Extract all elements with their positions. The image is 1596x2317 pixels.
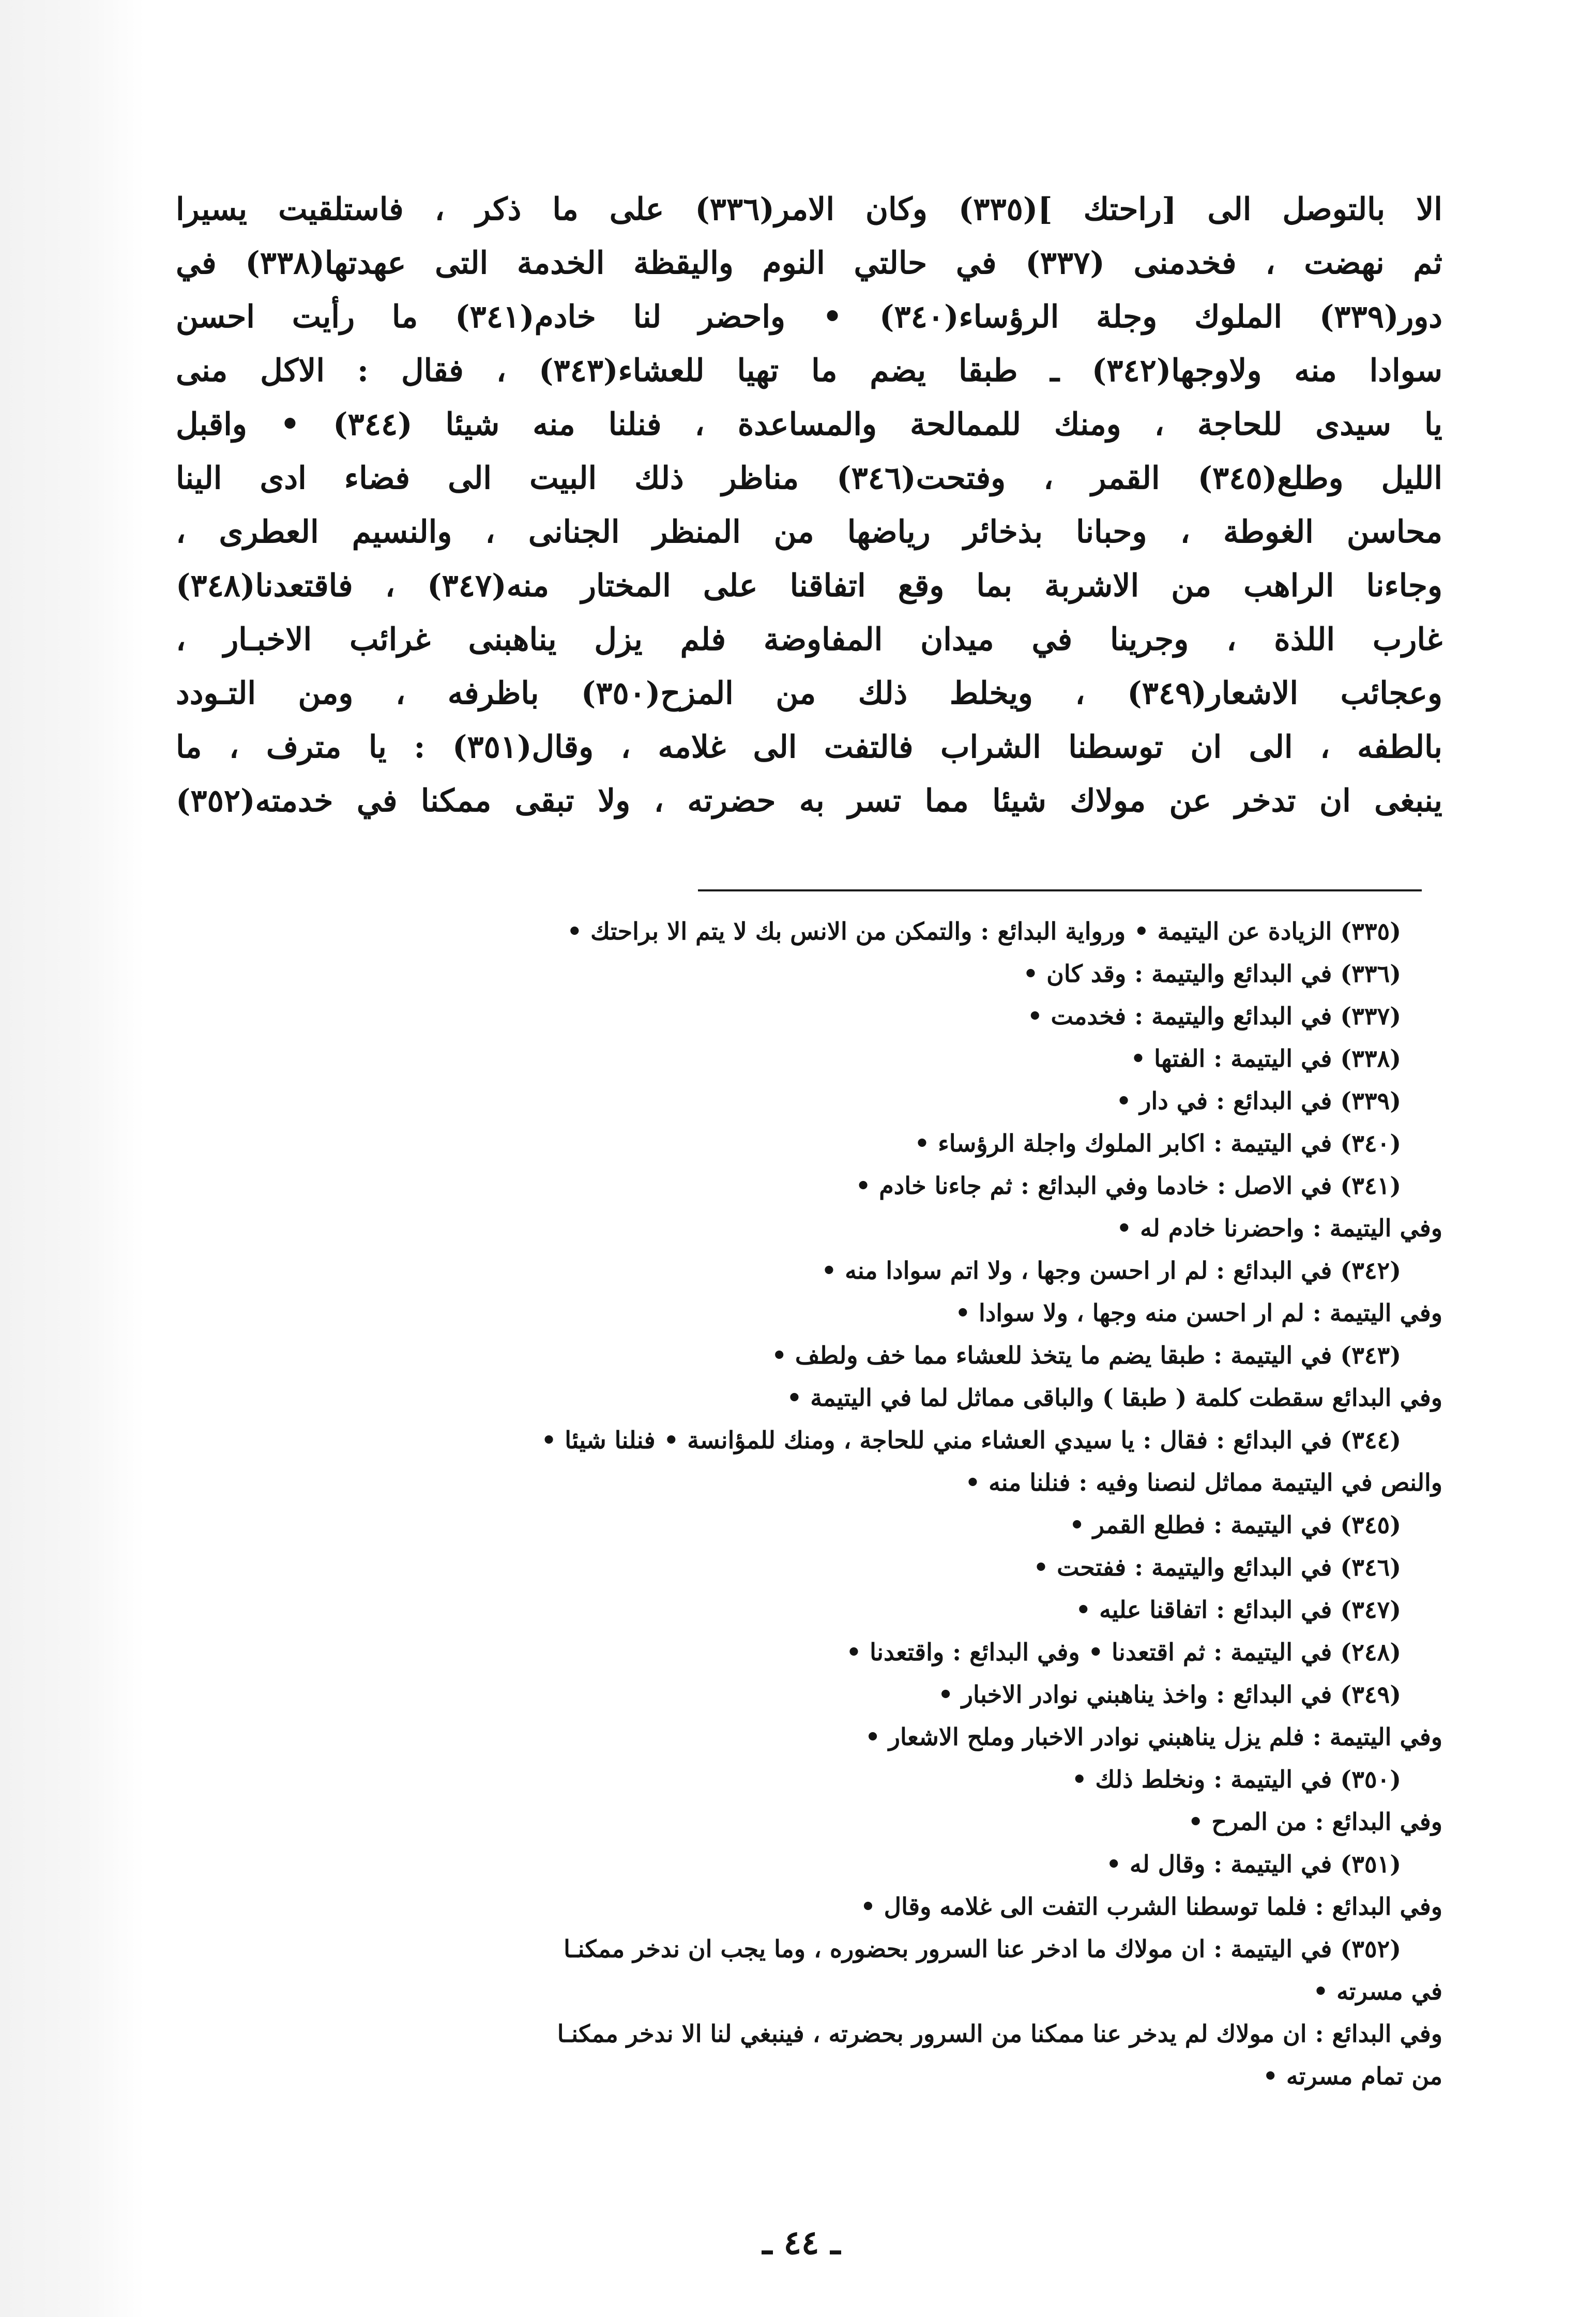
footnote-divider	[698, 889, 1422, 891]
footnote-continuation: وفي البدائع : ان مولاك لم يدخر عنا ممكنا من السرور بحضرته ، فينبغي لنا الا ندخر ممكنـا	[557, 2020, 1442, 2048]
body-line: ينبغى ان تدخر عن مولاك شيئا مما تسر به حضرته ، ولا تبقى ممكنا في خدمته(٣٥٢)	[176, 783, 1442, 819]
body-line: يا سيدى للحاجة ، ومنك للممالحة والمساعدة ، فنلنا منه شيئا (٣٤٤) • واقبل	[176, 406, 1442, 443]
footnote: (٣٤٩) في البدائع : واخذ يناهبني نوادر الاخبار •	[938, 1680, 1401, 1708]
footnote: (٣٥١) في اليتيمة : وقال له •	[1106, 1850, 1401, 1878]
footnote: (٣٣٦) في البدائع واليتيمة : وقد كان •	[1023, 960, 1401, 988]
footnote: (٣٥٢) في اليتيمة : ان مولاك ما ادخر عنا السرور بحضوره ، وما يجب ان ندخر ممكنـا	[564, 1935, 1401, 1963]
body-line: وعجائب الاشعار(٣٤٩) ، ويخلط ذلك من المزح(٣٥٠) باظرفه ، ومن التـودد	[176, 675, 1442, 711]
body-line: غارب اللذة ، وجرينا في ميدان المفاوضة فلم يزل يناهبنى غرائب الاخبـار ،	[176, 622, 1442, 658]
page-number: ـ ٤٤ ـ	[762, 2223, 841, 2262]
footnote-continuation: وفي اليتيمة : واحضرنا خادم له •	[1116, 1214, 1442, 1242]
body-paragraph	[176, 186, 1442, 831]
body-line: سوادا منه ولاوجها(٣٤٢) ـ طبقا يضم ما تهيا للعشاء(٣٤٣) ، فقال : الاكل منى	[176, 353, 1442, 389]
scan-edge-shadow	[0, 0, 145, 2317]
body-line: محاسن الغوطة ، وحبانا بذخائر رياضها من المنظر الجنانى ، والنسيم العطرى ،	[176, 514, 1442, 550]
footnote: (٣٤٦) في البدائع واليتيمة : ففتحت •	[1033, 1553, 1401, 1581]
footnote-continuation: وفي البدائع : من المرح •	[1188, 1808, 1442, 1836]
body-line: ثم نهضت ، فخدمنى (٣٣٧) في حالتي النوم واليقظة الخدمة التى عهدتها(٣٣٨) في	[176, 245, 1443, 281]
footnote-continuation: وفي البدائع سقطت كلمة ( طبقا ) والباقى مماثل لما في اليتيمة •	[786, 1384, 1442, 1412]
body-line: بالطفه ، الى ان توسطنا الشراب فالتفت الى غلامه ، وقال(٣٥١) : يا مترف ، ما	[176, 729, 1442, 765]
footnote-continuation: وفي البدائع : فلما توسطنا الشرب التفت الى غلامه وقال •	[860, 1892, 1442, 1920]
footnote: (٣٣٩) في البدائع : في دار •	[1116, 1087, 1401, 1115]
body-line: الا بالتوصل الى [راحتك ](٣٣٥) وكان الامر(٣٣٦) على ما ذكر ، فاستلقيت يسيرا	[176, 191, 1442, 228]
footnote-continuation: والنص في اليتيمة مماثل لنصنا وفيه : فنلنا منه •	[965, 1468, 1442, 1496]
footnote: (٣٤٢) في البدائع : لم ار احسن وجها ، ولا اتم سوادا منه •	[821, 1256, 1401, 1284]
footnote: (٣٤٥) في اليتيمة : فطلع القمر •	[1069, 1511, 1401, 1539]
footnote: (٣٤٣) في اليتيمة : طبقا يضم ما يتخذ للعشاء مما خف ولطف •	[771, 1341, 1401, 1369]
body-line: الليل وطلع(٣٤٥) القمر ، وفتحت(٣٤٦) مناظر ذلك البيت الى فضاء ادى الينا	[176, 460, 1442, 496]
footnote: (٣٣٥) الزيادة عن اليتيمة • ورواية البدائع : والتمكن من الانس بك لا يتم الا براحتك •	[567, 917, 1401, 945]
body-line: دور(٣٣٩) الملوك وجلة الرؤساء(٣٤٠) • واحضر لنا خادم(٣٤١) ما رأيت احسن	[176, 299, 1442, 335]
footnote-continuation: في مسرته •	[1313, 1977, 1442, 2005]
footnote: (٣٤٠) في اليتيمة : اكابر الملوك واجلة الرؤساء •	[914, 1129, 1401, 1157]
footnote: (٣٣٧) في البدائع واليتيمة : فخدمت •	[1027, 1002, 1401, 1030]
footnote: (٣٤٤) في البدائع : فقال : يا سيدي العشاء مني للحاجة ، ومنك للمؤانسة • فنلنا شيئا •	[541, 1426, 1401, 1454]
footnote: (٢٤٨) في اليتيمة : ثم اقتعدنا • وفي البدائع : واقتعدنا •	[846, 1638, 1401, 1666]
footnote-continuation: من تمام مسرته •	[1263, 2062, 1442, 2090]
footnote: (٣٣٨) في اليتيمة : الفتها •	[1130, 1044, 1401, 1072]
main-text-block	[176, 186, 1442, 831]
footnote-continuation: وفي اليتيمة : فلم يزل يناهبني نوادر الاخبار وملح الاشعار •	[865, 1723, 1442, 1751]
footnote: (٣٤١) في الاصل : خادما وفي البدائع : ثم جاءنا خادم •	[855, 1172, 1401, 1200]
footnote: (٣٤٧) في البدائع : اتفاقنا عليه •	[1075, 1596, 1401, 1624]
footnote: (٣٥٠) في اليتيمة : ونخلط ذلك •	[1071, 1765, 1401, 1793]
footnote-continuation: وفي اليتيمة : لم ار احسن منه وجها ، ولا سوادا •	[955, 1299, 1442, 1327]
body-line: وجاءنا الراهب من الاشربة بما وقع اتفاقنا على المختار منه(٣٤٧) ، فاقتعدنا(٣٤٨)	[176, 568, 1442, 604]
footnotes-block	[176, 910, 1442, 2097]
